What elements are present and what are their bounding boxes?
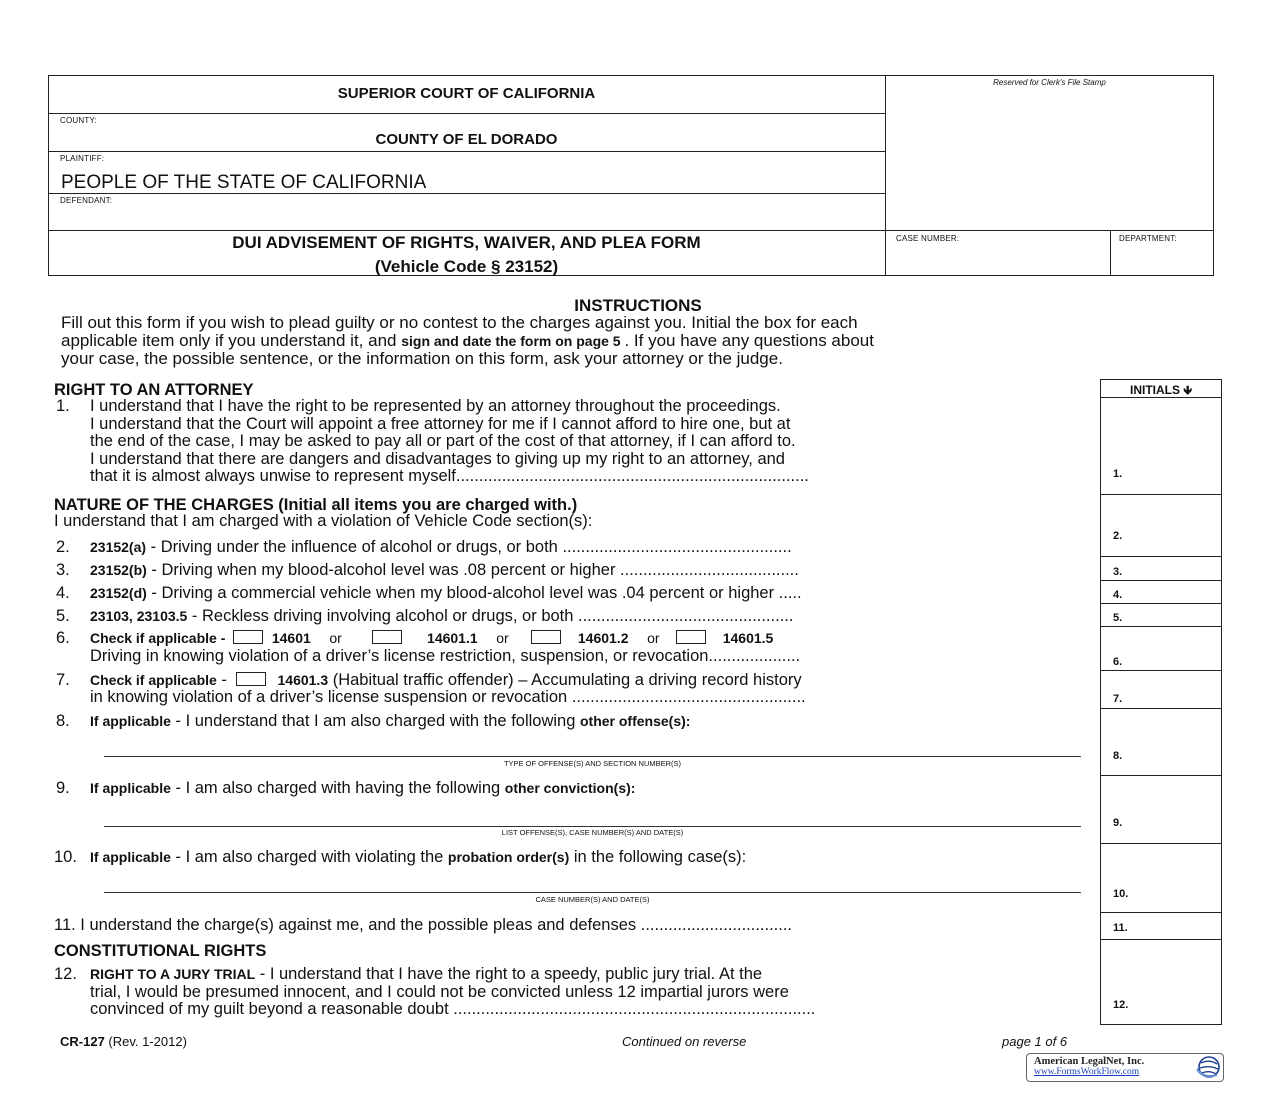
instructions-line2 [61, 332, 874, 351]
initial-box-1[interactable]: 1. [1113, 468, 1123, 480]
item-8-text: - I understand that I am also charged with the following [170, 712, 580, 730]
item-6-check-label: Check if applicable - [90, 630, 230, 646]
checkbox-14601-1[interactable] [372, 630, 402, 644]
item-3-number: 3. [56, 561, 70, 579]
title-row-line [48, 230, 1214, 231]
initial-box-6[interactable]: 6. [1113, 656, 1123, 668]
item-9-text: - I am also charged with having the following [170, 779, 505, 797]
item-6-opt4: 14601.5 [722, 630, 774, 646]
checkbox-14601-5[interactable] [676, 630, 706, 644]
item-7-text: (Habitual traffic offender) – Accumulating a driving record history [328, 671, 802, 689]
footer-form-id [60, 1034, 187, 1049]
item-9-bold: other conviction(s): [504, 780, 636, 796]
department-label: DEPARTMENT: [1119, 234, 1177, 243]
item-6-number: 6. [56, 629, 70, 647]
checkbox-14601[interactable] [233, 630, 263, 644]
item-2-number: 2. [56, 538, 70, 556]
item-8 [90, 713, 690, 731]
item-10-bold: probation order(s) [447, 849, 570, 865]
initial-box-10[interactable]: 10. [1113, 888, 1129, 900]
probation-case-caption: CASE NUMBER(S) AND DATE(S) [535, 895, 650, 904]
case-number-label: CASE NUMBER: [896, 234, 960, 243]
other-offense-input[interactable] [104, 756, 1081, 757]
logo-name: American LegalNet, Inc. [1034, 1056, 1145, 1067]
initial-box-8[interactable]: 8. [1113, 750, 1123, 762]
item-9 [90, 780, 635, 798]
initial-box-9[interactable]: 9. [1113, 817, 1123, 829]
initials-header [1100, 381, 1222, 402]
item-10-text2: in the following case(s): [569, 848, 747, 866]
item-6-opt1: 14601 [271, 630, 311, 646]
county-label: COUNTY: [60, 116, 97, 125]
clerk-stamp-area [890, 92, 1208, 226]
item-2 [90, 539, 792, 557]
item-7 [90, 672, 802, 690]
item-3-text: - Driving when my blood-alcohol level was .08 percent or higher ....................................... [146, 561, 799, 579]
item-12-text: - I understand that I have the right to a speedy, public jury trial. At the [255, 965, 763, 983]
checkbox-14601-3[interactable] [236, 672, 266, 686]
item-6-opt2: 14601.1 [427, 630, 478, 646]
section-nature-of-charges: NATURE OF THE CHARGES (Initial all items you are charged with.) [54, 496, 578, 514]
footer-page: page 1 of 6 [1002, 1034, 1068, 1049]
initials-divider-6 [1100, 670, 1222, 671]
item-12-bold: RIGHT TO A JURY TRIAL [90, 966, 256, 982]
item-6-or-2: or [496, 630, 509, 646]
item-1-number: 1. [56, 397, 70, 415]
initials-divider-9 [1100, 843, 1222, 844]
item-9-applicable: If applicable [90, 780, 171, 796]
plaintiff-label: PLAINTIFF: [60, 154, 105, 163]
arrow-down-icon: 🡻 [1183, 383, 1192, 397]
item-10-number: 10. [54, 848, 77, 866]
case-dept-divider [1110, 230, 1111, 276]
item-1-line5: that it is almost always unwise to represent myself............................................................................. [90, 467, 809, 485]
case-number-field[interactable] [890, 245, 1105, 273]
item-8-bold: other offense(s): [579, 713, 691, 729]
item-9-number: 9. [56, 779, 70, 797]
item-8-number: 8. [56, 712, 70, 730]
item-3-code: 23152(b) [90, 562, 147, 578]
initial-box-2[interactable]: 2. [1113, 530, 1123, 542]
item-10 [90, 849, 746, 867]
item-11: 11. I understand the charge(s) against me, and the possible pleas and defenses ................................. [54, 916, 793, 934]
form-revision: (Rev. 1-2012) [104, 1034, 187, 1049]
item-12 [90, 966, 762, 984]
instructions-line2a: applicable item only if you understand it, and [61, 331, 402, 350]
caption-divider [885, 75, 886, 276]
court-row-line [48, 113, 885, 114]
item-1-line4: I understand that there are dangers and disadvantages to giving up my right to an attorney, and [90, 450, 785, 468]
item-6-or-1: or [329, 630, 342, 646]
form-title-line1: DUI ADVISEMENT OF RIGHTS, WAIVER, AND PLEA FORM [232, 233, 701, 252]
county-value[interactable]: COUNTY OF EL DORADO [375, 131, 558, 148]
item-5 [90, 608, 793, 626]
item-7-code: 14601.3 [277, 672, 329, 688]
defendant-label: DEFENDANT: [60, 196, 113, 205]
instructions-line1: Fill out this form if you wish to plead guilty or no contest to the charges against you. Initial the box for each [61, 313, 858, 332]
item-6-options [90, 630, 773, 648]
item-12-line3: convinced of my guilt beyond a reasonable doubt ............................................................................... [90, 1000, 816, 1018]
item-6-line2: Driving in knowing violation of a driver’s license restriction, suspension, or revocation.................... [90, 647, 801, 665]
item-1-line3: the end of the case, I may be asked to pay all or part of the cost of that attorney, if I can afford to. [90, 432, 796, 450]
clerk-stamp-label: Reserved for Clerk's File Stamp [993, 78, 1106, 87]
other-offense-caption: TYPE OF OFFENSE(S) AND SECTION NUMBER(S) [503, 759, 682, 768]
probation-case-input[interactable] [104, 892, 1081, 893]
initial-box-4[interactable]: 4. [1113, 589, 1123, 601]
department-field[interactable] [1114, 245, 1210, 273]
initials-divider-11 [1100, 939, 1222, 940]
item-2-text: - Driving under the influence of alcohol or drugs, or both .................................................. [146, 538, 792, 556]
charges-subheading: I understand that I am charged with a violation of Vehicle Code section(s): [54, 512, 593, 530]
initial-box-3[interactable]: 3. [1113, 566, 1123, 578]
initial-box-12[interactable]: 12. [1113, 999, 1129, 1011]
instructions-line2c: . If you have any questions about [624, 331, 874, 350]
form-id: CR-127 [60, 1034, 105, 1049]
item-10-text: - I am also charged with violating the [170, 848, 448, 866]
item-7-check-label: Check if applicable [90, 672, 217, 688]
item-5-number: 5. [56, 607, 70, 625]
initials-divider-3 [1100, 580, 1222, 581]
item-1-line2: I understand that the Court will appoint a free attorney for me if I cannot afford to hire one, but at [90, 415, 791, 433]
globe-icon [1195, 1055, 1221, 1079]
item-8-applicable: If applicable [90, 713, 171, 729]
item-12-number: 12. [54, 965, 77, 983]
defendant-field[interactable] [60, 206, 875, 228]
checkbox-14601-2[interactable] [531, 630, 561, 644]
logo-url[interactable]: www.FormsWorkFlow.com [1034, 1067, 1140, 1077]
item-6-or-3: or [647, 630, 660, 646]
plaintiff-value[interactable]: PEOPLE OF THE STATE OF CALIFORNIA [61, 172, 427, 193]
item-7-line2: in knowing violation of a driver’s license suspension or revocation ................................................... [90, 688, 806, 706]
initial-box-11[interactable]: 11. [1113, 922, 1128, 934]
item-4-number: 4. [56, 584, 70, 602]
instructions-sign-date: sign and date the form on page 5 [401, 333, 625, 349]
other-conviction-input[interactable] [104, 826, 1081, 827]
item-4-text: - Driving a commercial vehicle when my blood-alcohol level was .04 percent or higher ..... [146, 584, 802, 602]
item-4-code: 23152(d) [90, 585, 147, 601]
item-7-number: 7. [56, 671, 70, 689]
item-1-line1: I understand that I have the right to be represented by an attorney throughout the proceedings. [90, 397, 781, 415]
item-4 [90, 585, 802, 603]
item-10-applicable: If applicable [90, 849, 171, 865]
instructions-line3: your case, the possible sentence, or the information on this form, ask your attorney or the judge. [61, 349, 783, 368]
county-row-line [48, 151, 885, 152]
initials-divider-10 [1100, 912, 1222, 913]
american-legalnet-logo[interactable] [1026, 1053, 1224, 1082]
item-6-opt3: 14601.2 [577, 630, 629, 646]
item-5-text: - Reckless driving involving alcohol or drugs, or both ............................................... [187, 607, 794, 625]
other-conviction-caption: LIST OFFENSE(S), CASE NUMBER(S) AND DATE(S) [501, 828, 684, 837]
initial-box-5[interactable]: 5. [1113, 612, 1123, 624]
instructions-heading: INSTRUCTIONS [574, 296, 702, 315]
initials-divider-8 [1100, 775, 1222, 776]
court-name: SUPERIOR COURT OF CALIFORNIA [337, 85, 596, 102]
initials-divider-2 [1100, 556, 1222, 557]
item-7-dash: - [216, 671, 232, 689]
initials-divider-header [1100, 397, 1222, 398]
item-5-code: 23103, 23103.5 [90, 608, 188, 624]
form-title-line2: (Vehicle Code § 23152) [374, 257, 559, 276]
item-2-code: 23152(a) [90, 539, 147, 555]
footer-continued: Continued on reverse [622, 1034, 747, 1049]
initials-divider-7 [1100, 708, 1222, 709]
initials-label: INITIALS [1130, 383, 1181, 397]
item-12-line2: trial, I would be presumed innocent, and I could not be convicted unless 12 impartial jurors were [90, 983, 789, 1001]
initials-divider-4 [1100, 603, 1222, 604]
section-constitutional-rights: CONSTITUTIONAL RIGHTS [54, 942, 267, 960]
initials-divider-1 [1100, 494, 1222, 495]
section-right-to-attorney: RIGHT TO AN ATTORNEY [54, 381, 254, 399]
item-3 [90, 562, 799, 580]
initial-box-7[interactable]: 7. [1113, 693, 1123, 705]
initials-divider-5 [1100, 626, 1222, 627]
